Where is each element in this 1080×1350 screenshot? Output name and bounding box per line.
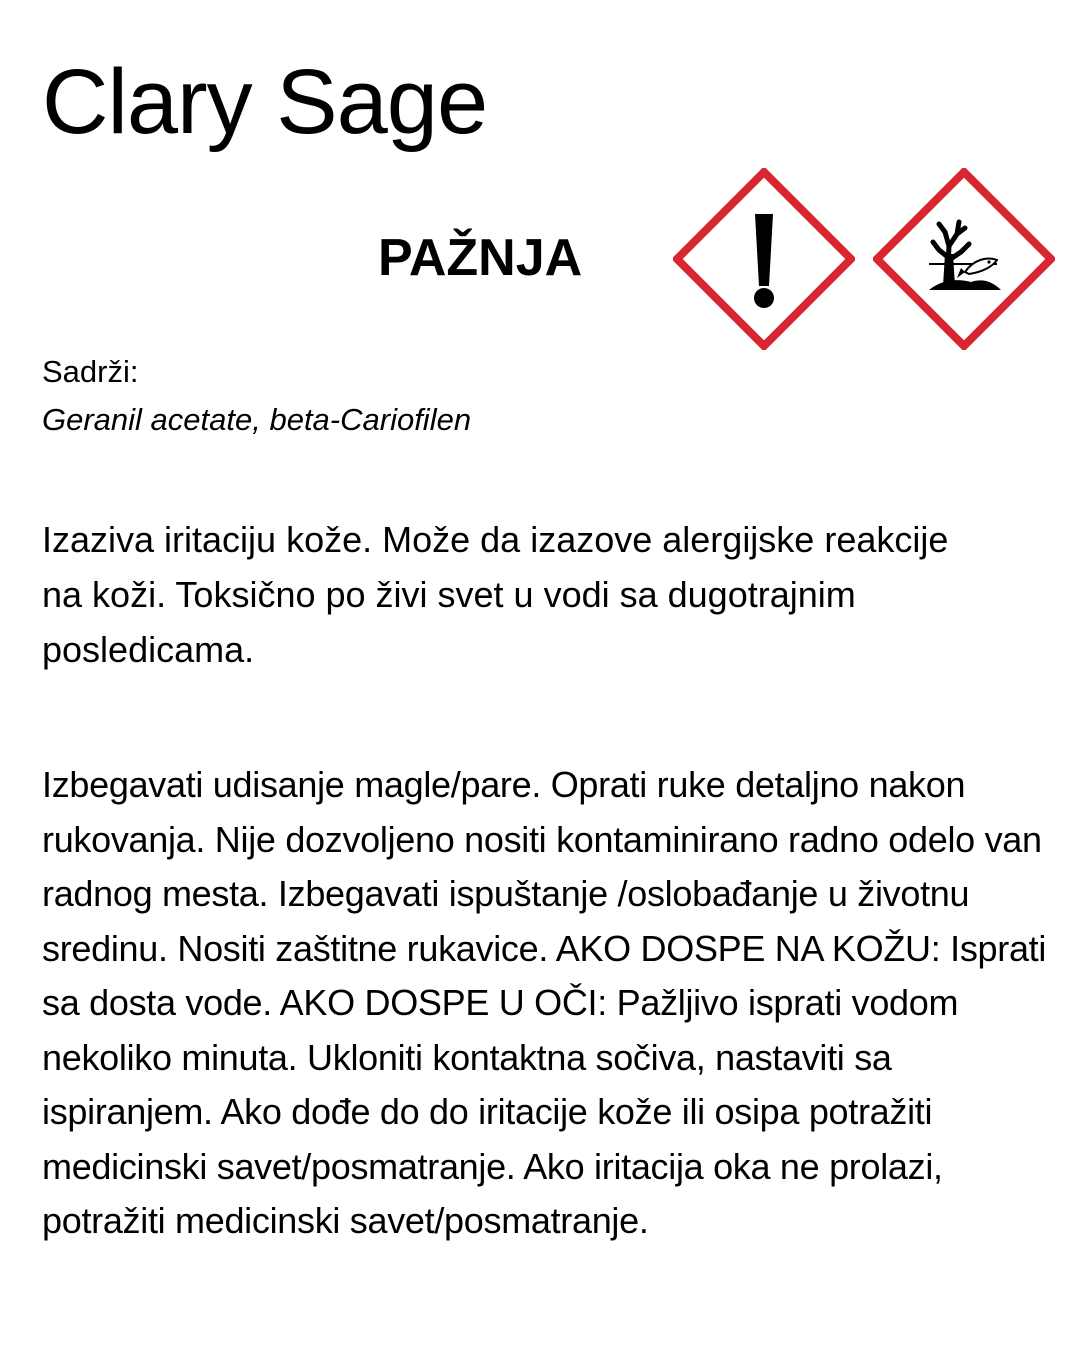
precautionary-statements: Izbegavati udisanje magle/pare. Oprati ruke detaljno nakon rukovanja. Nije dozvoljeno nositi kontaminirano radno odelo van radnog mesta. Izbegavati ispuštanje /oslobađanje u životnu sredinu. Nositi zaštitne rukavice. AKO DOSPE NA KOŽU: Isprati sa dosta vode. AKO DOSPE U OČI: Pažljivo isprati vodom nekoliko minuta. Ukloniti kontaktna sočiva, nastaviti sa ispiranjem. Ako dođe do do iritacije kože ili osipa potražiti medicinski savet/posmatranje. Ako iritacija oka ne prolazi, potražiti medicinski savet/posmatranje. — [42, 764, 1047, 1241]
environment-hazard-icon — [873, 168, 1055, 350]
exclamation-mark-icon — [673, 168, 855, 350]
contains-label: Sadrži: — [42, 354, 139, 389]
signal-word: PAŽNJA — [378, 229, 583, 287]
hazard-statements: Izaziva iritaciju kože. Može da izazove alergijske reakcije na koži. Toksično po živi svet u vodi sa dugotrajnim posledicama. — [42, 519, 949, 670]
exclamation-dot — [754, 288, 774, 308]
pictogram-border — [877, 172, 1051, 346]
product-title: Clary Sage — [42, 51, 488, 153]
contains-substances: Geranil acetate, beta-Cariofilen — [42, 402, 472, 437]
